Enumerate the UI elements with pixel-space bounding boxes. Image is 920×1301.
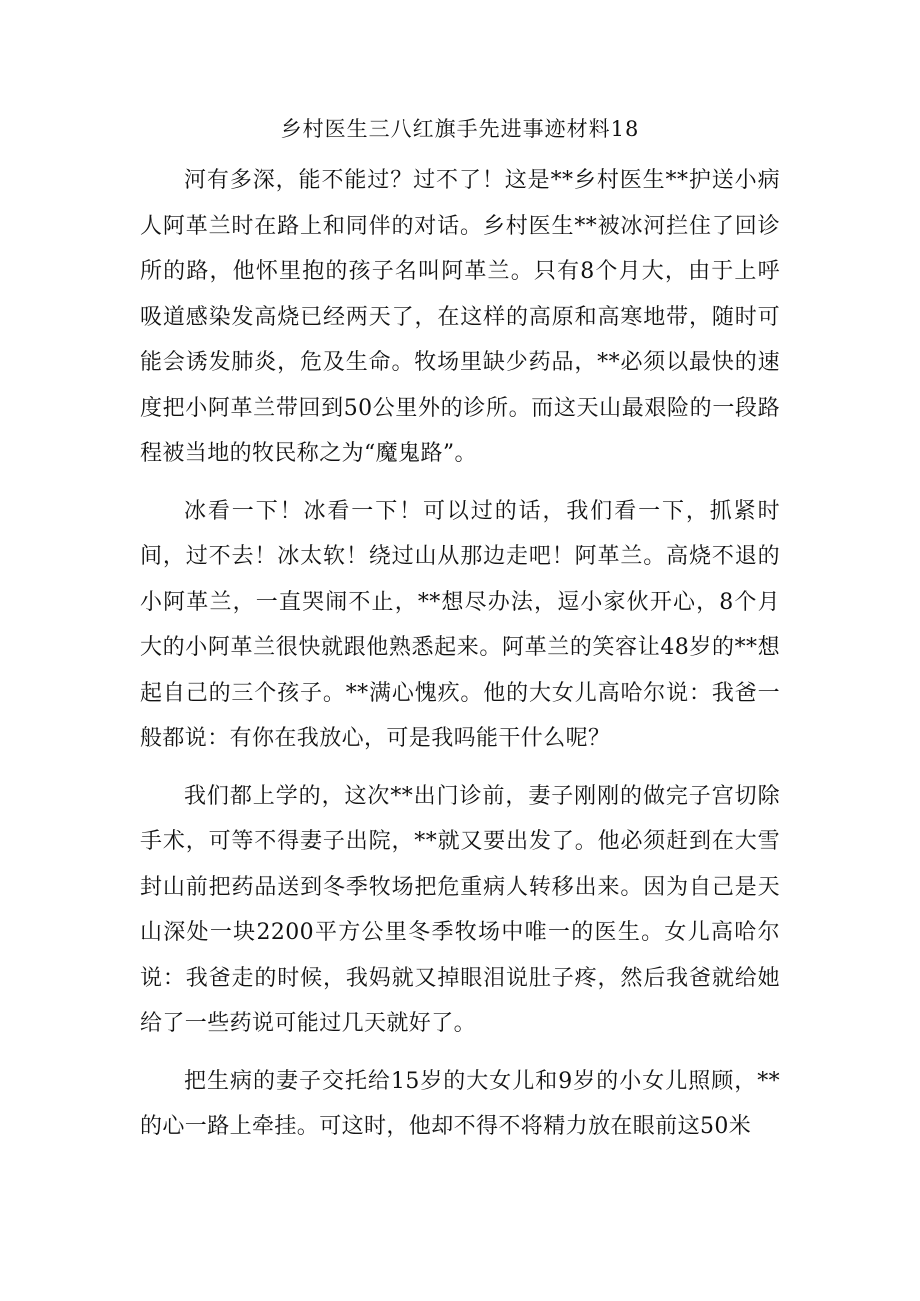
document-body — [140, 158, 780, 1162]
document-title: 乡村医生三八红旗手先进事迹材料18 — [280, 117, 640, 141]
paragraph-2: 冰看一下！冰看一下！可以过的话，我们看一下，抓紧时间，过不去！冰太软！绕过山从那边走吧！阿革兰。高烧不退的小阿革兰，一直哭闹不止，**想尽办法，逗小家伙开心，8个月大的小阿革兰很快就跟他熟悉起来。阿革兰的笑容让48岁的**想起自己的三个孩子。**满心愧疚。他的大女儿高哈尔说：我爸一般都说：有你在我放心，可是我吗能干什么呢？ — [140, 498, 780, 751]
paragraph-3: 我们都上学的，这次**出门诊前，妻子刚刚的做完子宫切除手术，可等不得妻子出院，**就又要出发了。他必须赶到在大雪封山前把药品送到冬季牧场把危重病人转移出来。因为自己是天山深处一块2200平方公里冬季牧场中唯一的医生。女儿高哈尔说：我爸走的时候，我妈就又掉眼泪说肚子疼，然后我爸就给她给了一些药说可能过几天就好了。 — [140, 783, 780, 1036]
paragraph-1: 河有多深，能不能过？过不了！这是**乡村医生**护送小病人阿革兰时在路上和同伴的对话。乡村医生**被冰河拦住了回诊所的路，他怀里抱的孩子名叫阿革兰。只有8个月大，由于上呼吸道感染发高烧已经两天了，在这样的高原和高寒地带，随时可能会诱发肺炎，危及生命。牧场里缺少药品，**必须以最快的速度把小阿革兰带回到50公里外的诊所。而这天山最艰险的一段路程被当地的牧民称之为“魔鬼路”。 — [140, 168, 780, 466]
paragraph-4: 把生病的妻子交托给15岁的大女儿和9岁的小女儿照顾，**的心一路上牵挂。可这时，他却不得不将精力放在眼前这50米 — [140, 1068, 780, 1139]
